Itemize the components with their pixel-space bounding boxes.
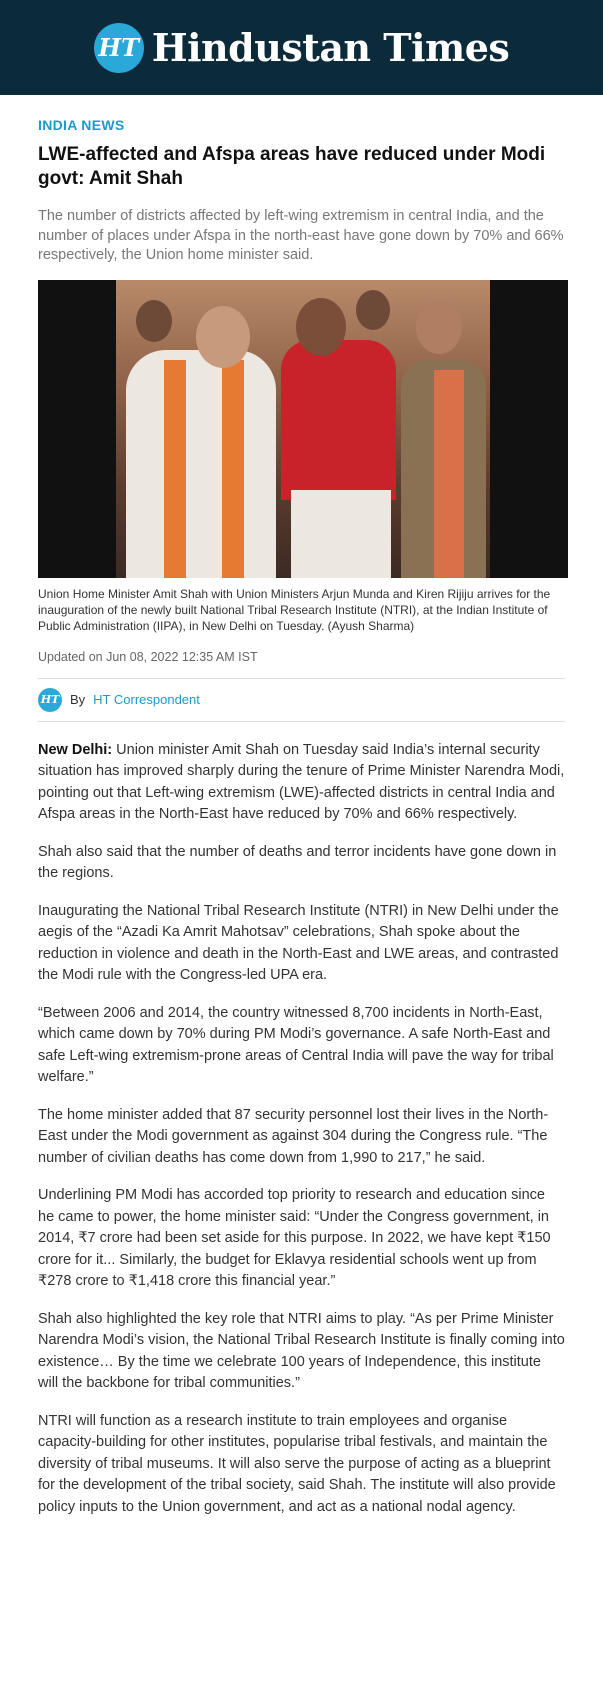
paragraph: Shah also said that the number of deaths and terror incidents have gone down in the regions. [38, 843, 557, 881]
section-link[interactable]: INDIA NEWS [38, 117, 125, 133]
paragraph: Underlining PM Modi has accorded top priority to research and education since he came to power, the home minister said: “Under the Congress government, in 2014, ₹7 crore had been set aside for this purpose. In 2022, we have kept ₹150 crore for it... Similarly, the budget for Eklavya residential schools went up from ₹278 crore to ₹1,418 crore this financial year.” [38, 1187, 551, 1289]
hero-image [38, 280, 568, 578]
article-summary: The number of districts affected by left-wing extremism in central India, and the number of places under Afspa in the north-east have gone down by 70% and 66% respectively, the Union home minister said. [38, 208, 564, 263]
updated-timestamp: Updated on Jun 08, 2022 12:35 AM IST [38, 649, 258, 664]
article-body [38, 740, 565, 1519]
paragraph: Shah also highlighted the key role that NTRI aims to play. “As per Prime Minister Narendra Modi’s vision, the National Tribal Research Institute is finally coming into existence… By the time we celebrate 100 years of Independence, this institute will the backbone for tribal communities.” [38, 1310, 565, 1391]
byline [38, 679, 565, 721]
author-avatar-icon: HT [38, 688, 62, 712]
paragraph [38, 740, 565, 826]
author-link[interactable]: HT Correspondent [93, 692, 200, 707]
paragraph: Inaugurating the National Tribal Research Institute (NTRI) in New Delhi under the aegis of the “Azadi Ka Amrit Mahotsav” celebrations, Shah spoke about the reduction in violence and death in the North-East and LWE areas, and contrasted the Modi rule with the Congress-led UPA era. [38, 902, 559, 983]
byline-prefix: By [70, 692, 86, 707]
site-logo[interactable] [94, 23, 510, 73]
paragraph: “Between 2006 and 2014, the country witnessed 8,700 incidents in North-East, which came down by 70% during PM Modi’s governance. A safe North-East and safe Left-wing extremism-prone areas of Central India will pave the way for tribal welfare.” [38, 1004, 554, 1085]
dateline: New Delhi: [38, 741, 113, 758]
ht-logo-icon: HT [94, 23, 144, 73]
site-name: Hindustan Times [151, 25, 510, 70]
paragraph: The home minister added that 87 security personnel lost their lives in the North-East under the Modi government as against 304 during the Congress rule. “The number of civilian deaths has come down from 1,990 to 217,” he said. [38, 1106, 549, 1166]
masthead [0, 0, 603, 95]
photo-people-icon [116, 280, 490, 578]
article-headline: LWE-affected and Afspa areas have reduced under Modi govt: Amit Shah [38, 144, 546, 189]
paragraph-text: Union minister Amit Shah on Tuesday said India’s internal security situation has improved sharply during the tenure of Prime Minister Narendra Modi, pointing out that Left-wing extremism (LWE)-affected districts in central India and Afspa areas in the North-East have reduced by 70% and 66% respectively. [38, 741, 565, 822]
article [0, 117, 603, 1518]
image-caption: Union Home Minister Amit Shah with Union Ministers Arjun Munda and Kiren Rijiju arrives for the inauguration of the newly built National Tribal Research Institute (NTRI), at the Indian Institute of Public Administration (IIPA), in New Delhi on Tuesday. (Ayush Sharma) [38, 586, 551, 633]
divider [38, 721, 565, 722]
paragraph: NTRI will function as a research institute to train employees and organise capacity-building for other institutes, popularise tribal festivals, and maintain the diversity of tribal museums. It will also serve the purpose of acting as a blueprint for the development of the tribal society, said Shah. The institute will also provide policy inputs to the Union government, and act as a national nodal agency. [38, 1412, 556, 1515]
